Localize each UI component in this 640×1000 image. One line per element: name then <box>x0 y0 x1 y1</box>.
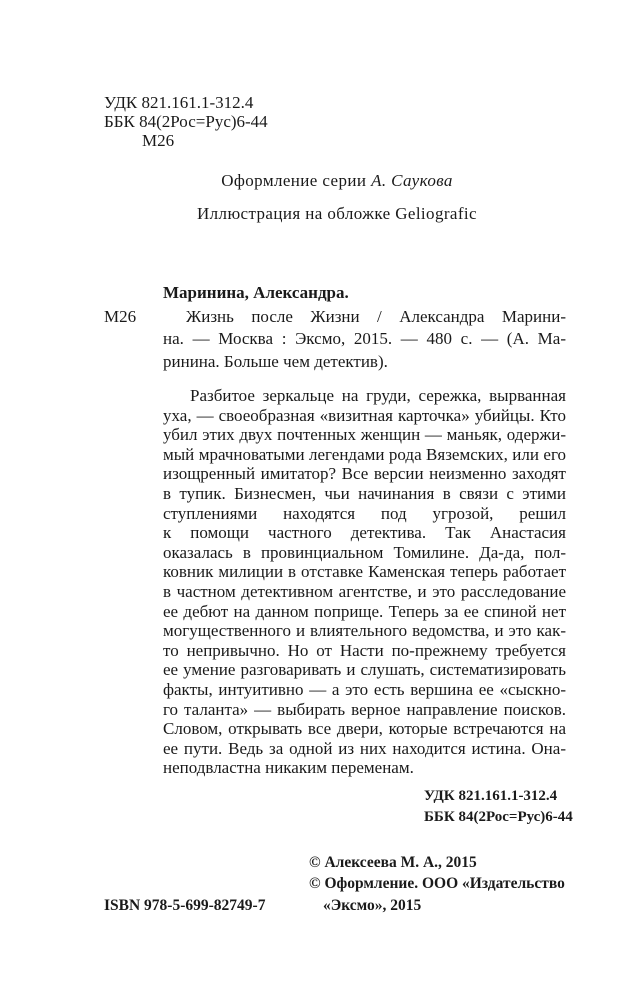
bibliographic-author-mark: М26 <box>104 307 137 326</box>
abstract-line: оказалась в провинциальном Томилине. Да-да, пол- <box>163 542 566 562</box>
abstract-line: Разбитое зеркальце на груди, сережка, вырванная <box>190 386 566 405</box>
copyright-publisher: «Эксмо», 2015 <box>323 897 422 914</box>
abstract-line: убил этих двух почтенных женщин — маньяк, одержи- <box>163 425 566 445</box>
cover-illustration-credit: Иллюстрация на обложке Geliografic <box>197 204 477 223</box>
udk-code: УДК 821.161.1-312.4 <box>104 93 254 112</box>
abstract-line: ступлениями находятся под угрозой, решил <box>163 503 566 523</box>
abstract-line: то непривычно. Но от Насти по-прежнему требуется <box>163 640 566 660</box>
bibliographic-line: ринина. Больше чем детектив). <box>163 352 388 371</box>
abstract-line: мый мрачноватыми легендами рода Вяземских, или его <box>163 444 566 464</box>
abstract-line: изощренный имитатор? Все версии неизменно заходят <box>163 464 566 484</box>
abstract-line: ее дебют на данном поприще. Теперь за ее спиной нет <box>163 601 566 621</box>
author-mark: М26 <box>142 131 175 150</box>
copyright-design: © Оформление. ООО «Издательство <box>309 875 565 892</box>
bibliographic-line: Жизнь после Жизни / Александра Марини- <box>186 307 566 326</box>
abstract-line: ее умение разговаривать и слушать, систематизировать <box>163 660 566 680</box>
copyright-author: © Алексеева М. А., 2015 <box>309 854 477 871</box>
abstract-line: могущественного и влиятельного ведомства, и это как- <box>163 621 566 641</box>
series-designer-name: А. Саукова <box>371 171 453 190</box>
abstract-line: факты, интуитивно — а это есть вершина ее «сыскно- <box>163 680 566 699</box>
author-heading: Маринина, Александра. <box>163 283 349 302</box>
abstract-line: в частном детективном агентстве, и это расследование <box>163 582 566 601</box>
series-design-label: Оформление серии <box>221 171 367 190</box>
abstract-line: ее пути. Ведь за одной из них находится истина. Она- <box>163 738 566 758</box>
abstract-line: ковник милиции в отставке Каменская теперь работает <box>163 562 566 582</box>
bbk-code-bottom: ББК 84(2Рос=Рус)6-44 <box>424 809 573 825</box>
isbn: ISBN 978-5-699-82749-7 <box>104 897 266 914</box>
abstract-line: Словом, открывать все двери, которые встречаются на <box>163 719 566 739</box>
abstract-line: го таланта» — выбирать верное направление поисков. <box>163 699 566 719</box>
bibliographic-line: на. — Москва : Эксмо, 2015. — 480 с. — (А. Ма- <box>163 329 566 348</box>
series-design-credit <box>0 171 640 191</box>
udk-code-bottom: УДК 821.161.1-312.4 <box>424 788 558 804</box>
abstract-line: уха, — своеобразная «визитная карточка» убийцы. Кто <box>163 405 566 425</box>
abstract-line: в тупик. Бизнесмен, чьи начинания в связи с этими <box>163 484 566 503</box>
abstract-line: к помощи частного детектива. Так Анастасия <box>163 523 566 543</box>
bbk-code: ББК 84(2Рос=Рус)6-44 <box>104 112 268 131</box>
abstract-line: неподвластна никаким переменам. <box>163 758 414 778</box>
